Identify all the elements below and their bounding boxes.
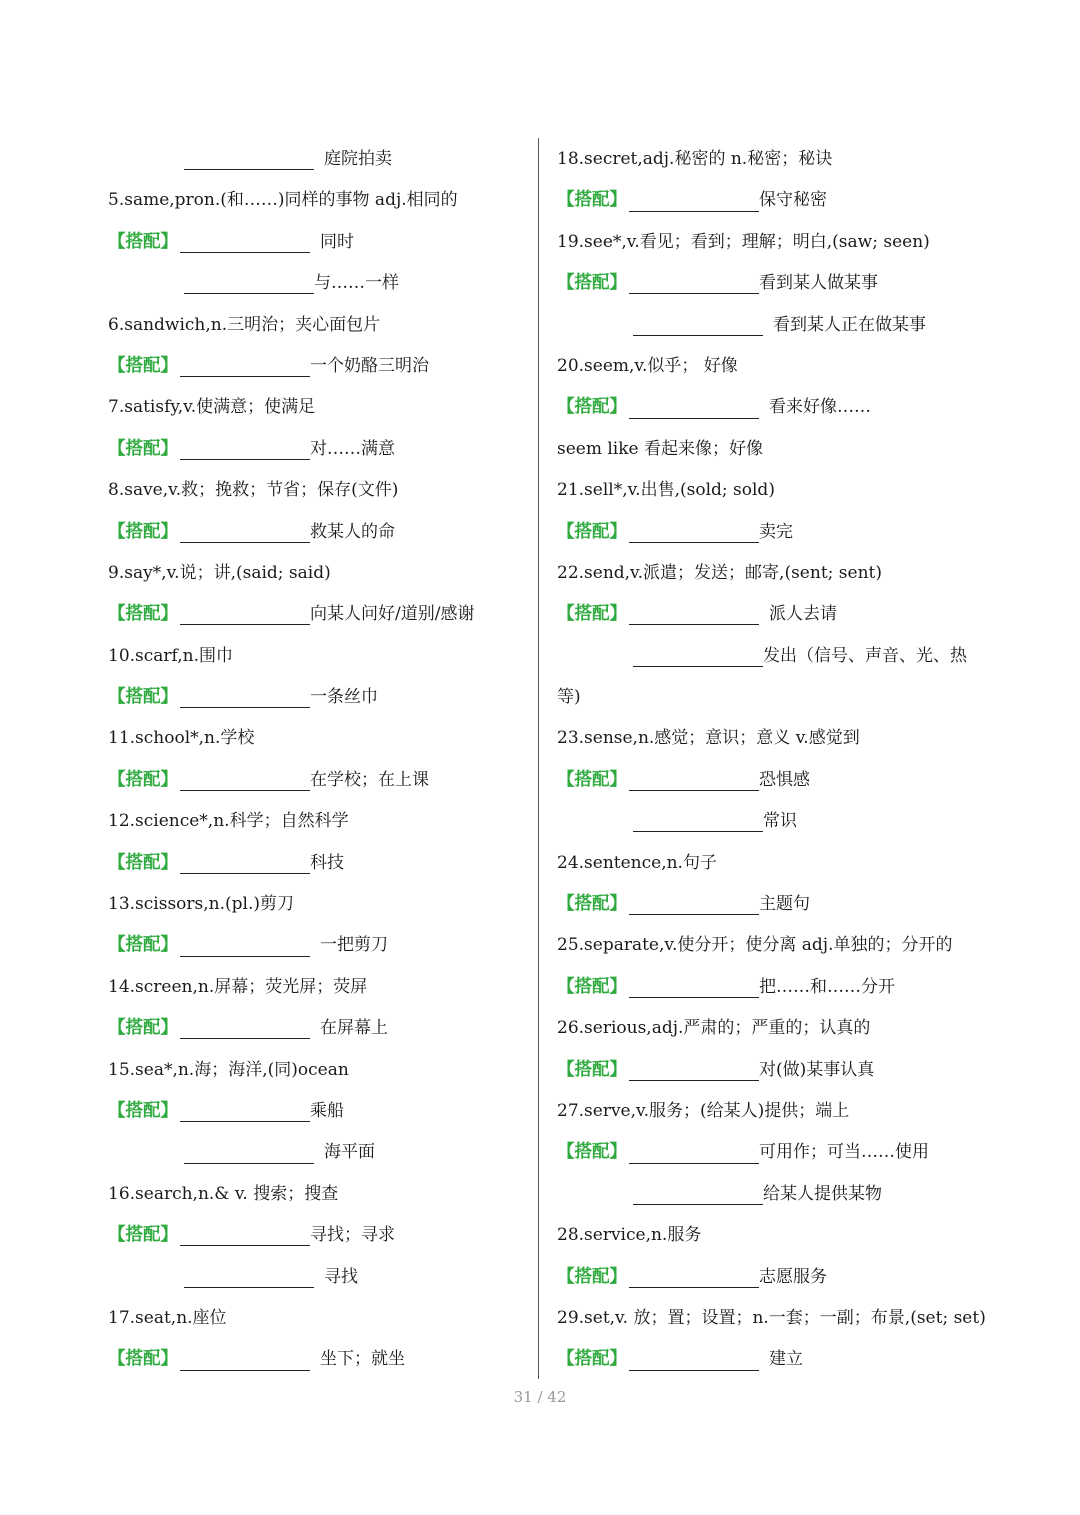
vocab-entry bbox=[557, 553, 987, 594]
left-column bbox=[108, 139, 526, 1381]
collocation-meaning: 在屏幕上 bbox=[320, 1018, 388, 1039]
collocation-row bbox=[108, 429, 526, 470]
entry-text: 20.seem,v.似乎； 好像 bbox=[557, 355, 738, 376]
fill-in-blank[interactable] bbox=[629, 770, 759, 791]
page-number: 31 / 42 bbox=[513, 1388, 567, 1406]
entry-text: 14.screen,n.屏幕；荧光屏；荧屏 bbox=[108, 976, 368, 997]
vocab-entry bbox=[108, 180, 526, 221]
collocation-meaning: 乘船 bbox=[310, 1100, 344, 1121]
collocation-row bbox=[108, 1215, 526, 1256]
collocation-meaning: 对(做)某事认真 bbox=[759, 1059, 875, 1080]
collocation-meaning: 庭院拍卖 bbox=[324, 149, 392, 169]
fill-in-blank[interactable] bbox=[633, 646, 763, 667]
collocation-meaning: 常识 bbox=[763, 811, 797, 832]
entry-text: 27.serve,v.服务；(给某人)提供；端上 bbox=[557, 1100, 850, 1121]
collocation-tag: 【搭配】 bbox=[108, 231, 178, 252]
fill-in-blank[interactable] bbox=[629, 894, 759, 915]
fill-in-blank[interactable] bbox=[180, 1018, 310, 1039]
collocation-tag: 【搭配】 bbox=[108, 852, 178, 873]
collocation-tag: 【搭配】 bbox=[108, 521, 178, 542]
column-divider bbox=[538, 138, 539, 1379]
collocation-meaning: 寻找；寻求 bbox=[310, 1225, 395, 1246]
collocation-meaning: 一条丝巾 bbox=[310, 687, 378, 708]
vocab-entry bbox=[557, 429, 987, 470]
collocation-meaning: 可用作；可当……使用 bbox=[759, 1142, 929, 1163]
entry-text: 26.serious,adj.严肃的；严重的；认真的 bbox=[557, 1018, 871, 1039]
collocation-tag: 【搭配】 bbox=[108, 438, 178, 459]
collocation-continuation bbox=[557, 636, 987, 677]
collocation-row bbox=[557, 180, 987, 221]
collocation-row bbox=[557, 1257, 987, 1298]
collocation-meaning: 海平面 bbox=[324, 1142, 375, 1163]
collocation-continuation bbox=[557, 1174, 987, 1215]
fill-in-blank[interactable] bbox=[184, 1143, 314, 1164]
fill-in-blank[interactable] bbox=[629, 522, 759, 543]
collocation-tag: 【搭配】 bbox=[557, 769, 627, 790]
collocation-row bbox=[108, 594, 526, 635]
collocation-tag: 【搭配】 bbox=[108, 604, 178, 625]
collocation-tag: 【搭配】 bbox=[557, 273, 627, 294]
collocation-meaning: 在学校；在上课 bbox=[310, 769, 429, 790]
collocation-meaning: 寻找 bbox=[324, 1266, 358, 1287]
entry-text: 7.satisfy,v.使满意；使满足 bbox=[108, 397, 316, 418]
collocation-meaning: 给某人提供某物 bbox=[763, 1183, 882, 1204]
fill-in-blank[interactable] bbox=[629, 1350, 759, 1371]
collocation-meaning: 建立 bbox=[769, 1349, 803, 1370]
collocation-row bbox=[108, 222, 526, 263]
collocation-continuation bbox=[108, 263, 526, 304]
vocab-entry bbox=[557, 1008, 987, 1049]
entry-text: 8.save,v.救；挽救；节省；保存(文件) bbox=[108, 480, 399, 501]
collocation-meaning: 派人去请 bbox=[769, 604, 837, 625]
collocation-row bbox=[108, 1008, 526, 1049]
fill-in-blank[interactable] bbox=[180, 356, 310, 377]
entry-text: seem like 看起来像；好像 bbox=[557, 438, 764, 459]
vocab-entry bbox=[557, 346, 987, 387]
entry-text: 18.secret,adj.秘密的 n.秘密；秘诀 bbox=[557, 149, 833, 169]
fill-in-blank[interactable] bbox=[180, 936, 310, 957]
collocation-meaning: 志愿服务 bbox=[759, 1266, 827, 1287]
vocab-entry bbox=[557, 718, 987, 759]
collocation-meaning: 主题句 bbox=[759, 894, 810, 915]
collocation-row bbox=[557, 387, 987, 428]
vocab-entry bbox=[557, 222, 987, 263]
vocab-entry bbox=[108, 884, 526, 925]
collocation-meaning: 发出（信号、声音、光、热 bbox=[763, 645, 967, 666]
fill-in-blank[interactable] bbox=[180, 522, 310, 543]
entry-text: 13.scissors,n.(pl.)剪刀 bbox=[108, 894, 294, 915]
fill-in-blank[interactable] bbox=[629, 398, 759, 419]
collocation-row bbox=[108, 512, 526, 553]
collocation-continuation bbox=[108, 1257, 526, 1298]
entry-text: 22.send,v.派遣；发送；邮寄,(sent; sent) bbox=[557, 562, 882, 583]
collocation-meaning: 向某人问好/道别/感谢 bbox=[310, 604, 475, 625]
fill-in-blank[interactable] bbox=[180, 1225, 310, 1246]
page-footer bbox=[0, 1388, 1080, 1406]
entry-text: 11.school*,n.学校 bbox=[108, 728, 255, 749]
vocab-entry bbox=[557, 1091, 987, 1132]
collocation-row bbox=[557, 760, 987, 801]
collocation-meaning: 把……和……分开 bbox=[759, 976, 895, 997]
entry-text: 12.science*,n.科学；自然科学 bbox=[108, 811, 349, 832]
entry-text: 19.see*,v.看见；看到；理解；明白,(saw; seen) bbox=[557, 231, 930, 252]
collocation-tag: 【搭配】 bbox=[108, 1225, 178, 1246]
fill-in-blank[interactable] bbox=[180, 232, 310, 253]
entry-text: 28.service,n.服务 bbox=[557, 1225, 702, 1246]
collocation-row bbox=[557, 884, 987, 925]
vocab-entry bbox=[557, 843, 987, 884]
collocation-row bbox=[108, 346, 526, 387]
fill-in-blank[interactable] bbox=[629, 977, 759, 998]
entry-text: 等) bbox=[557, 687, 581, 708]
fill-in-blank[interactable] bbox=[180, 687, 310, 708]
vocab-entry bbox=[108, 1174, 526, 1215]
fill-in-blank[interactable] bbox=[633, 811, 763, 832]
collocation-tag: 【搭配】 bbox=[557, 976, 627, 997]
vocab-entry bbox=[108, 636, 526, 677]
entry-text: 17.seat,n.座位 bbox=[108, 1307, 227, 1328]
vocab-entry bbox=[557, 925, 987, 966]
collocation-tag: 【搭配】 bbox=[108, 769, 178, 790]
entry-text: 29.set,v. 放；置；设置；n.一套；一副；布景,(set; set) bbox=[557, 1307, 986, 1328]
fill-in-blank[interactable] bbox=[184, 1267, 314, 1288]
vocab-entry bbox=[557, 1215, 987, 1256]
collocation-continuation bbox=[557, 305, 987, 346]
collocation-meaning: 看到某人做某事 bbox=[759, 273, 878, 294]
collocation-tag: 【搭配】 bbox=[108, 1018, 178, 1039]
collocation-tag: 【搭配】 bbox=[557, 894, 627, 915]
collocation-tag: 【搭配】 bbox=[557, 1142, 627, 1163]
fill-in-blank[interactable] bbox=[629, 604, 759, 625]
entry-text: 10.scarf,n.围巾 bbox=[108, 645, 233, 666]
collocation-tag: 【搭配】 bbox=[108, 1100, 178, 1121]
vocab-entry bbox=[108, 1050, 526, 1091]
collocation-row bbox=[108, 760, 526, 801]
vocab-entry bbox=[108, 553, 526, 594]
collocation-row bbox=[557, 1050, 987, 1091]
vocab-entry bbox=[557, 1298, 987, 1339]
fill-in-blank[interactable] bbox=[629, 273, 759, 294]
collocation-row bbox=[557, 967, 987, 1008]
entry-text: 24.sentence,n.句子 bbox=[557, 852, 717, 873]
collocation-meaning: 同时 bbox=[320, 231, 354, 252]
collocation-row bbox=[108, 1339, 526, 1380]
collocation-tag: 【搭配】 bbox=[557, 1059, 627, 1080]
collocation-meaning: 救某人的命 bbox=[310, 521, 395, 542]
fill-in-blank[interactable] bbox=[180, 853, 310, 874]
collocation-tag: 【搭配】 bbox=[557, 1266, 627, 1287]
fill-in-blank[interactable] bbox=[629, 1267, 759, 1288]
collocation-row bbox=[108, 677, 526, 718]
fill-in-blank[interactable] bbox=[633, 1184, 763, 1205]
collocation-meaning: 恐惧感 bbox=[759, 769, 810, 790]
vocab-entry bbox=[108, 801, 526, 842]
collocation-meaning: 坐下；就坐 bbox=[320, 1349, 405, 1370]
collocation-meaning: 卖完 bbox=[759, 521, 793, 542]
collocation-meaning: 一把剪刀 bbox=[320, 935, 388, 956]
collocation-row bbox=[557, 594, 987, 635]
vocab-entry bbox=[108, 1298, 526, 1339]
entry-text: 25.separate,v.使分开；使分离 adj.单独的；分开的 bbox=[557, 935, 953, 956]
collocation-meaning: 保守秘密 bbox=[759, 190, 827, 211]
vocab-entry bbox=[108, 718, 526, 759]
collocation-tag: 【搭配】 bbox=[557, 397, 627, 418]
fill-in-blank[interactable] bbox=[180, 770, 310, 791]
collocation-meaning: 看来好像…… bbox=[769, 397, 871, 418]
entry-text: 21.sell*,v.出售,(sold; sold) bbox=[557, 480, 775, 501]
entry-text: 15.sea*,n.海；海洋,(同)ocean bbox=[108, 1059, 349, 1080]
entry-text: 9.say*,v.说；讲,(said; said) bbox=[108, 562, 331, 583]
collocation-tag: 【搭配】 bbox=[557, 521, 627, 542]
vocab-entry bbox=[557, 677, 987, 718]
fill-in-blank[interactable] bbox=[180, 1101, 310, 1122]
fill-in-blank[interactable] bbox=[180, 604, 310, 625]
vocab-entry bbox=[108, 305, 526, 346]
fill-in-blank[interactable] bbox=[184, 273, 314, 294]
collocation-tag: 【搭配】 bbox=[108, 1349, 178, 1370]
entry-text: 6.sandwich,n.三明治；夹心面包片 bbox=[108, 314, 381, 335]
fill-in-blank[interactable] bbox=[180, 439, 310, 460]
entry-text: 16.search,n.& v. 搜索；搜查 bbox=[108, 1183, 339, 1204]
fill-in-blank[interactable] bbox=[629, 191, 759, 212]
fill-in-blank[interactable] bbox=[633, 315, 763, 336]
entry-text: 5.same,pron.(和……)同样的事物 adj.相同的 bbox=[108, 190, 458, 211]
collocation-meaning: 一个奶酪三明治 bbox=[310, 355, 429, 376]
vocab-entry bbox=[108, 387, 526, 428]
vocab-entry bbox=[557, 139, 987, 180]
fill-in-blank[interactable] bbox=[184, 149, 314, 170]
collocation-row bbox=[108, 1091, 526, 1132]
collocation-meaning: 科技 bbox=[310, 852, 344, 873]
collocation-row bbox=[108, 925, 526, 966]
collocation-tag: 【搭配】 bbox=[557, 190, 627, 211]
collocation-meaning: 看到某人正在做某事 bbox=[773, 314, 926, 335]
collocation-row bbox=[557, 1339, 987, 1380]
collocation-continuation bbox=[557, 801, 987, 842]
collocation-tag: 【搭配】 bbox=[557, 1349, 627, 1370]
collocation-row bbox=[557, 1132, 987, 1173]
collocation-tag: 【搭配】 bbox=[108, 935, 178, 956]
collocation-meaning: 与……一样 bbox=[314, 273, 399, 294]
vocab-entry bbox=[108, 967, 526, 1008]
collocation-continuation bbox=[108, 1132, 526, 1173]
collocation-tag: 【搭配】 bbox=[108, 355, 178, 376]
collocation-meaning: 对……满意 bbox=[310, 438, 395, 459]
collocation-row bbox=[108, 843, 526, 884]
collocation-tag: 【搭配】 bbox=[108, 687, 178, 708]
fill-in-blank[interactable] bbox=[629, 1143, 759, 1164]
collocation-tag: 【搭配】 bbox=[557, 604, 627, 625]
vocab-entry bbox=[557, 470, 987, 511]
collocation-row bbox=[557, 263, 987, 304]
vocab-entry bbox=[108, 470, 526, 511]
fill-in-blank[interactable] bbox=[180, 1350, 310, 1371]
collocation-continuation bbox=[108, 139, 526, 180]
right-column bbox=[557, 139, 987, 1381]
entry-text: 23.sense,n.感觉；意识；意义 v.感觉到 bbox=[557, 728, 860, 749]
collocation-row bbox=[557, 512, 987, 553]
fill-in-blank[interactable] bbox=[629, 1060, 759, 1081]
